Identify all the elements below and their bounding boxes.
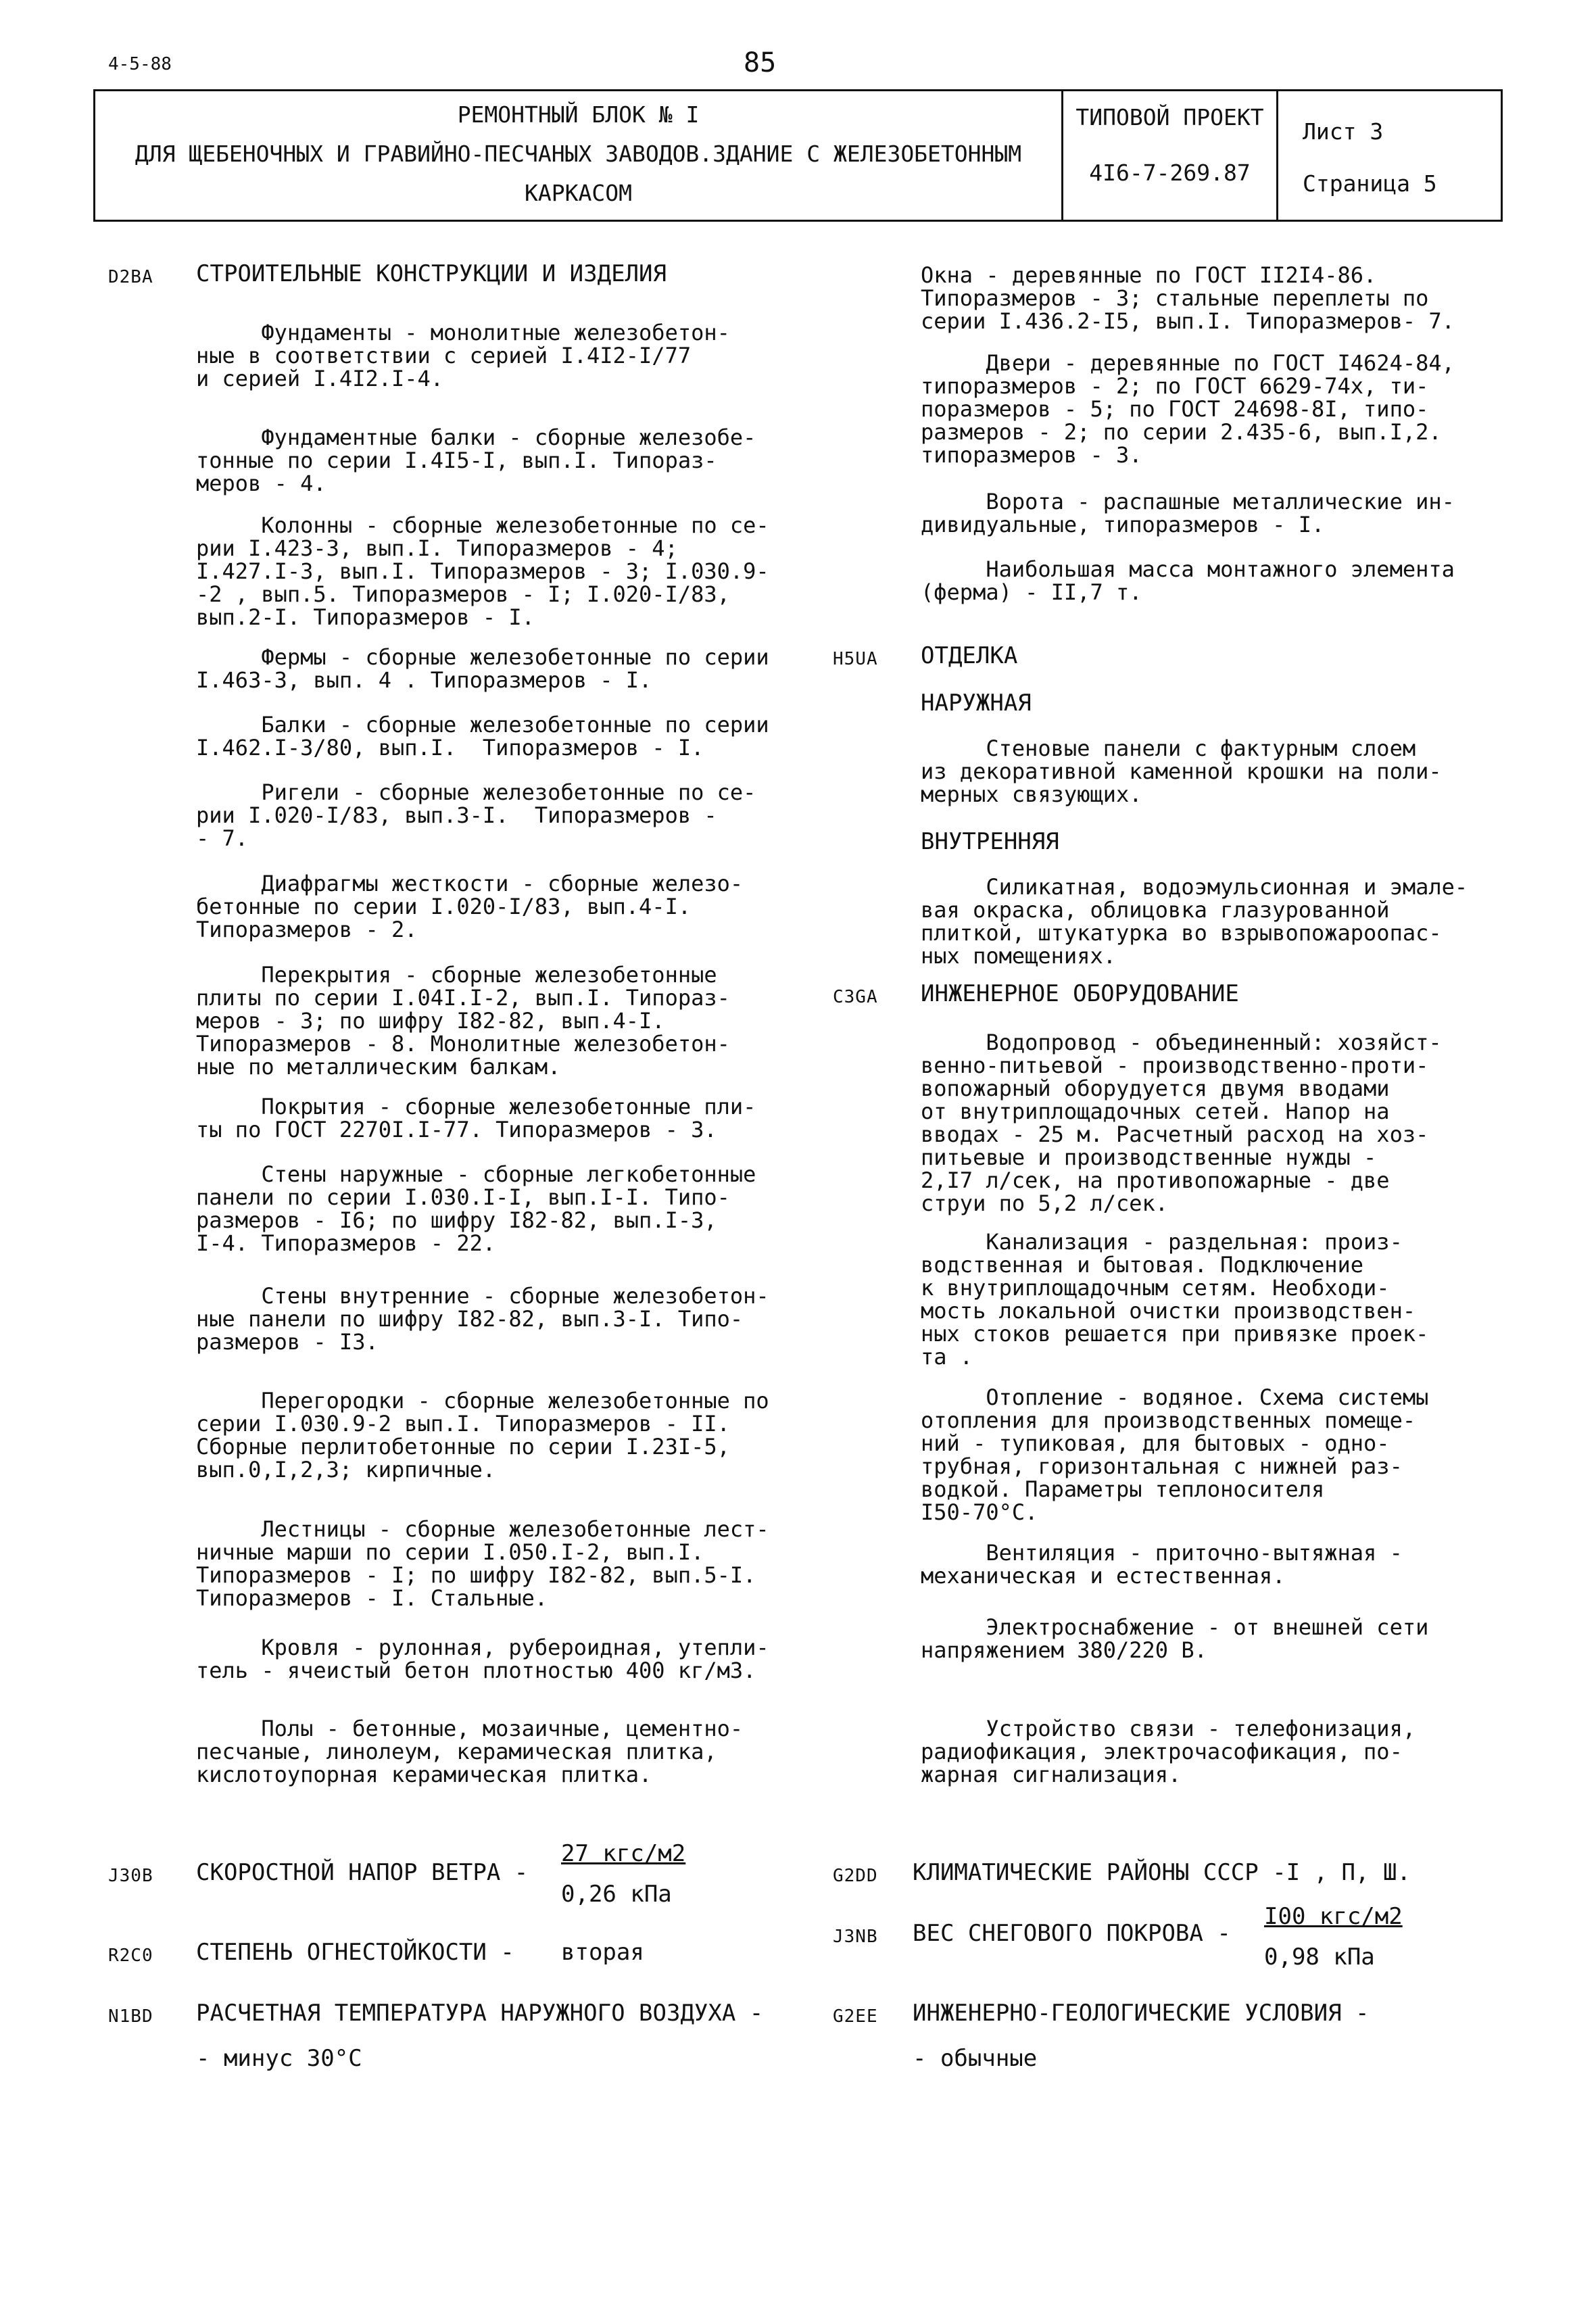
wind-label: СКОРОСТНОЙ НАПОР ВЕТРА - (196, 1859, 529, 1886)
engineering-code: C3GA (833, 987, 878, 1007)
finish-heading: ОТДЕЛКА (921, 642, 1018, 669)
fire-value: вторая (561, 1939, 644, 1966)
roofing-text: Кровля - рулонная, рубероидная, утепли- тель - ячеистый бетон плотностью 400 кг/м3. (196, 1635, 769, 1683)
floor-covering-text: Полы - бетонные, мозаичные, цементно- песчаные, линолеум, керамическая плитка, кислотоупорная керамическая плитка. (196, 1716, 744, 1787)
gates-text: Ворота - распашные металлические ин- дивидуальные, типоразмеров - I. (921, 489, 1455, 537)
wind-code: J30B (108, 1866, 153, 1886)
windows-text: Окна - деревянные по ГОСТ II2I4-86. Типоразмеров - 3; стальные переплеты по серии I.436.2-I5, вып.I. Типоразмеров- 7. (921, 262, 1455, 334)
beams-text: Балки - сборные железобетонные по серии I.462.I-3/80, вып.I. Типоразмеров - I. (196, 712, 769, 761)
fire-label: СТЕПЕНЬ ОГНЕСТОЙКОСТИ - (196, 1939, 514, 1966)
temperature-code: N1BD (108, 2006, 153, 2027)
finish-inner-heading: ВНУТРЕННЯЯ (921, 828, 1059, 855)
snow-code: J3NB (833, 1927, 878, 1947)
engineering-heading: ИНЖЕНЕРНОЕ ОБОРУДОВАНИЕ (921, 980, 1239, 1007)
floors-text: Перекрытия - сборные железобетонные плиты по серии I.04I.I-2, вып.I. Типораз- меров - 3; по шифру I82-82, вып.4-I. Типоразмеров - 8. Монолитные железобетон- ные по металлическим балкам. (196, 962, 730, 1080)
snow-label: ВЕС СНЕГОВОГО ПОКРОВА - (913, 1920, 1231, 1947)
girders-text: Ригели - сборные железобетонные по се- рии I.020-I/83, вып.3-I. Типоразмеров - - 7. (196, 779, 756, 851)
sheet-number: Лист 3 (1303, 118, 1384, 145)
snow-value-kpa: 0,98 кПа (1264, 1944, 1375, 1971)
outer-walls-text: Стены наружные - сборные легкобетонные панели по серии I.030.I-I, вып.I-I. Типо- размеров - I6; по шифру I82-82, вып.I-3, I-4. Типоразмеров - 22. (196, 1161, 756, 1256)
wind-value-kpa: 0,26 кПа (561, 1881, 672, 1908)
stairs-text: Лестницы - сборные железобетонные лест- ничные марши по серии I.050.I-2, вып.I. Типоразмеров - I; по шифру I82-82, вып.5-I. Типоразмеров - I. Стальные. (196, 1516, 769, 1611)
trusses-text: Фермы - сборные железобетонные по серии I.463-3, вып. 4 . Типоразмеров - I. (196, 644, 769, 693)
temperature-value: - минус 30°C (196, 2045, 362, 2072)
title-line-3: КАРКАСОМ (525, 180, 632, 206)
communication-text: Устройство связи - телефонизация, радиофикация, электрочасофикация, по- жарная сигнализация. (921, 1716, 1416, 1787)
title-line-1: РЕМОНТНЫЙ БЛОК № I (457, 101, 700, 128)
ventilation-text: Вентиляция - приточно-вытяжная - механическая и естественная. (921, 1540, 1403, 1589)
title-line-2: ДЛЯ ЩЕБЕНОЧНЫХ И ГРАВИЙНО-ПЕСЧАНЫХ ЗАВОДОВ.ЗДАНИЕ С ЖЕЛЕЗОБЕТОННЫМ (135, 141, 1022, 167)
doors-text: Двери - деревянные по ГОСТ I4624-84, типоразмеров - 2; по ГОСТ 6629-74x, ти- поразмеров - 5; по ГОСТ 24698-8I, типо- размеров - 2; по серии 2.435-6, вып.I,2. типоразмеров - 3. (921, 350, 1455, 468)
section-heading: СТРОИТЕЛЬНЫЕ КОНСТРУКЦИИ И ИЗДЕЛИЯ (196, 260, 667, 287)
diaphragms-text: Диафрагмы жесткости - сборные железо- бетонные по серии I.020-I/83, вып.4-I. Типоразмеров - 2. (196, 871, 744, 942)
mass-text: Наибольшая масса монтажного элемента (ферма) - II,7 т. (921, 556, 1455, 605)
snow-value-kgf: I00 кгс/м2 (1264, 1903, 1403, 1930)
foundation-beams-text: Фундаментные балки - сборные железобе- тонные по серии I.4I5-I, вып.I. Типораз- меров - 4. (196, 425, 756, 496)
project-number: 4I6-7-269.87 (1089, 160, 1251, 186)
finish-outer-heading: НАРУЖНАЯ (921, 690, 1032, 717)
finish-outer-text: Стеновые панели с фактурным слоем из декоративной каменной крошки на поли- мерных связующих. (921, 735, 1442, 807)
title-cell (95, 91, 1063, 220)
climate-label: КЛИМАТИЧЕСКИЕ РАЙОНЫ СССР -I , П, Ш. (913, 1859, 1411, 1886)
columns-text: Колонны - сборные железобетонные по се- рии I.423-3, вып.I. Типоразмеров - 4; I.427.I-3, вып.I. Типоразмеров - 3; I.030.9- -2 , вып.5. Типоразмеров - I; I.020-I/83, вып.2-I. Типоразмеров - I. (196, 512, 769, 630)
inner-walls-text: Стены внутренние - сборные железобетон- ные панели по шифру I82-82, вып.3-I. Типо- размеров - I3. (196, 1283, 769, 1355)
temperature-label: РАСЧЕТНАЯ ТЕМПЕРАТУРА НАРУЖНОГО ВОЗДУХА - (196, 2000, 764, 2027)
foundations-text: Фундаменты - монолитные железобетон- ные в соответствии с серией I.4I2-I/77 и серией I.4I2.I-4. (196, 320, 730, 391)
heating-text: Отопление - водяное. Схема системы отопления для производственных помеще- ний - тупиковая, для бытовых - одно- трубная, горизонтальная с нижней раз- водкой. Параметры теплоносителя I50-70°C. (921, 1384, 1429, 1525)
project-label: ТИПОВОЙ ПРОЕКТ (1075, 104, 1264, 130)
sewerage-text: Канализация - раздельная: произ- водственная и бытовая. Подключение к внутриплощадочным сетям. Необходи- мость локальной очистки производствен- ных стоков решается при привязке проек- та . (921, 1229, 1429, 1370)
roofs-text: Покрытия - сборные железобетонные пли- ты по ГОСТ 2270I.I-77. Типоразмеров - 3. (196, 1094, 756, 1142)
climate-code: G2DD (833, 1866, 878, 1886)
section-code: D2BA (108, 267, 153, 287)
geology-label: ИНЖЕНЕРНО-ГЕОЛОГИЧЕСКИЕ УСЛОВИЯ - (913, 2000, 1370, 2027)
geology-code: G2EE (833, 2006, 878, 2027)
document-code: 4-5-88 (108, 54, 172, 74)
page-label: Страница 5 (1303, 170, 1437, 197)
sheet-cell (1278, 91, 1503, 220)
partitions-text: Перегородки - сборные железобетонные по серии I.030.9-2 вып.I. Типоразмеров - II. Сборные перлитобетонные по серии I.23I-5, вып.0,I,2,3; кирпичные. (196, 1388, 769, 1482)
geology-value: - обычные (913, 2045, 1038, 2072)
water-supply-text: Водопровод - объединенный: хозяйст- венно-питьевой - производственно-проти- вопожарный оборудуется двумя вводами от внутриплощадочных сетей. Напор на вводах - 25 м. Расчетный расход на хоз- питьевые и производственные нужды - 2,I7 л/сек, на противопожарные - две струи по 5,2 л/сек. (921, 1030, 1442, 1216)
project-cell (1063, 91, 1278, 220)
title-block (93, 89, 1503, 222)
page-number: 85 (744, 47, 777, 78)
wind-value-kgf: 27 кгс/м2 (561, 1840, 686, 1867)
finish-inner-text: Силикатная, водоэмульсионная и эмале- вая окраска, облицовка глазурованной плиткой, штукатурка во взрывопожароопас- ных помещениях. (921, 874, 1468, 969)
fire-code: R2C0 (108, 1946, 153, 1966)
power-text: Электроснабжение - от внешней сети напряжением 380/220 В. (921, 1614, 1429, 1663)
finish-code: H5UA (833, 649, 878, 669)
